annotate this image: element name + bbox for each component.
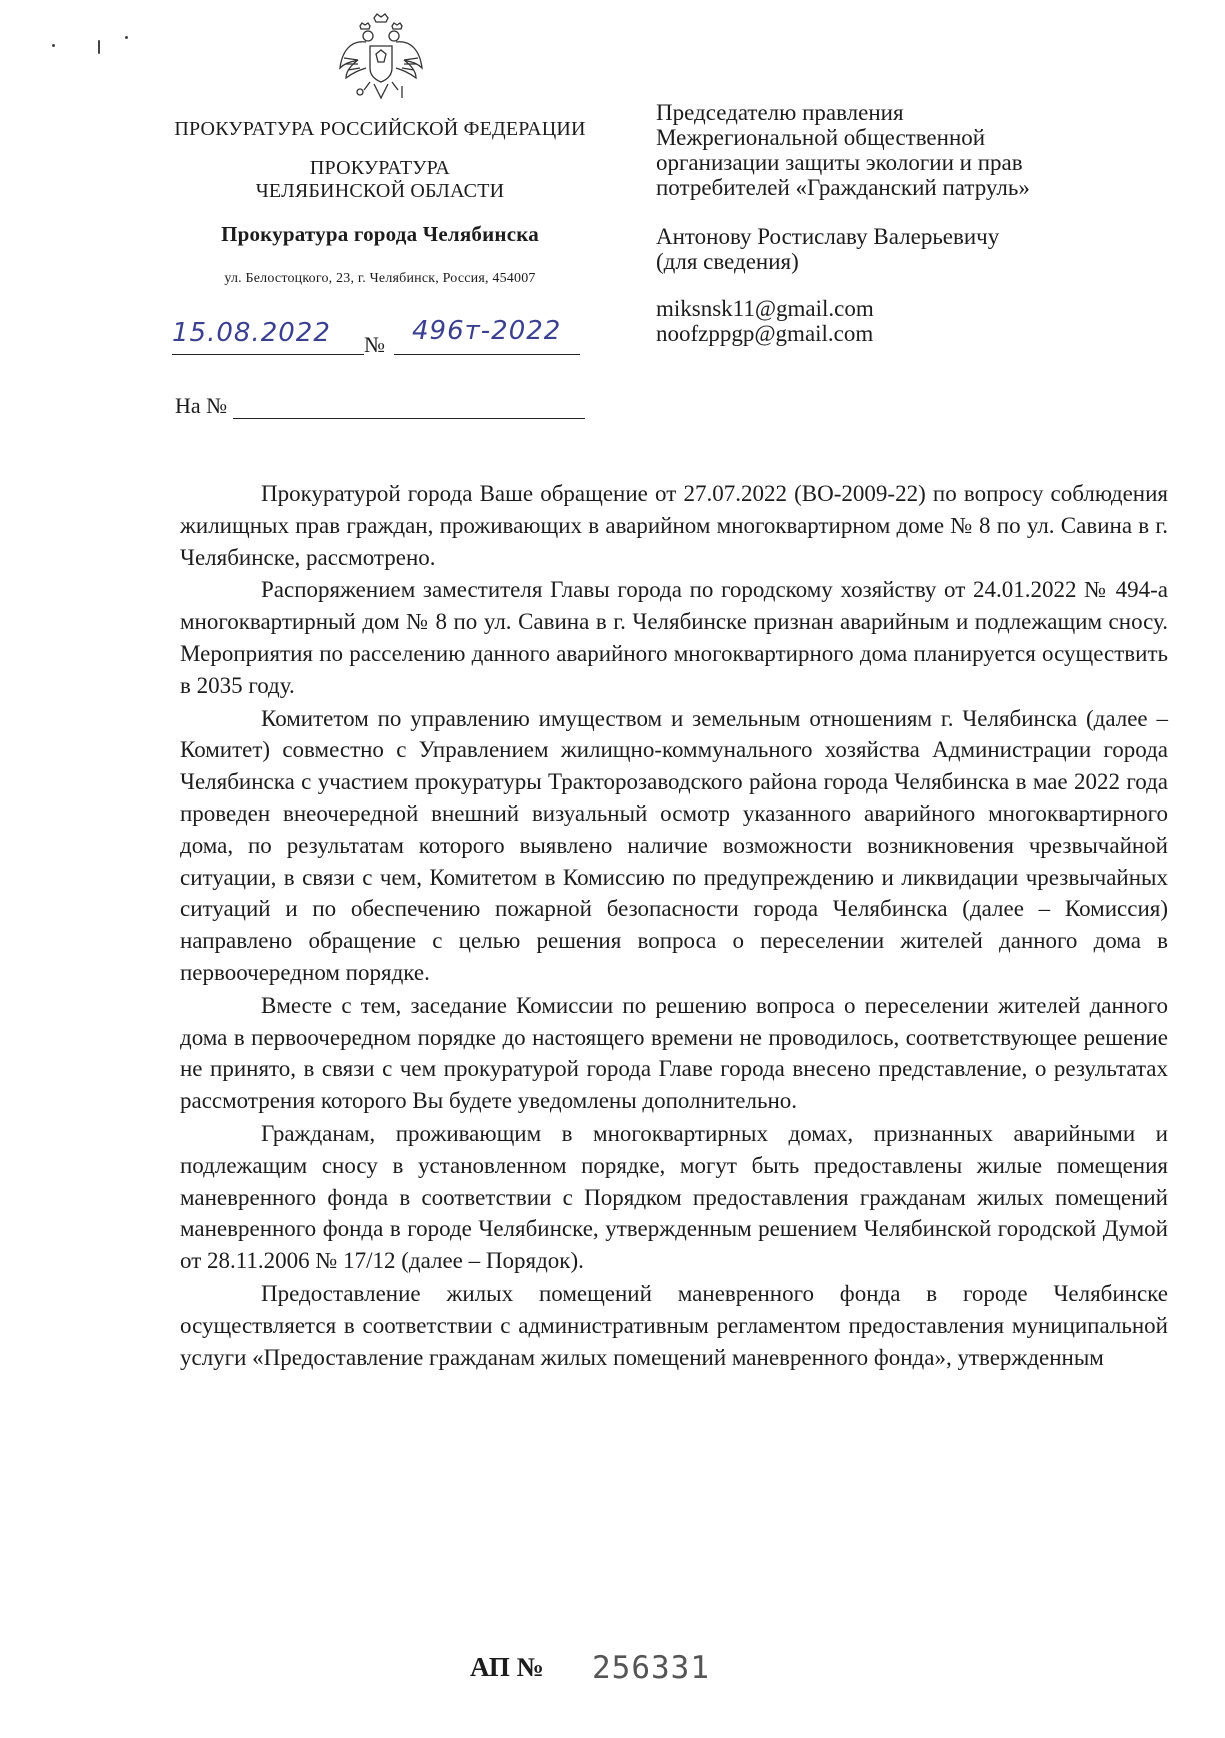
addressee-line: Председателю правления [656,100,904,125]
form-serial-number: 256331 [592,1650,710,1686]
reference-number-row [175,393,585,419]
body-paragraph: Гражданам, проживающим в многоквартирных домах, признанных аварийными и подлежащим сносу в установленном порядке, могут быть предоставлены жилые помещения маневренного фонда в соответствии с Порядком предоставления гражданам жилых помещений маневренного фонда в городе Челябинске, утвержденным решением Челябинской городской Думой от 28.11.2006 № 17/12 (далее – Порядок). [180,1120,1168,1274]
letter-body [180,478,1168,1374]
letterhead-prosecutor-office: ПРОКУРАТУРА [309,157,451,179]
addressee-line: потребителей «Гражданский патруль» [656,175,1030,200]
addressee-line: организации защиты экологии и прав [656,150,1023,175]
body-paragraph: Вместе с тем, заседание Комиссии по решению вопроса о переселении жителей данного дома в первоочередном порядке до настоящего времени не проводилось, соответствующее решение не принято, в связи с чем прокуратурой города Главе города внесено представление, о результатах рассмотрения которого Вы будете уведомлены дополнительно. [180,992,1168,1114]
letterhead-address: ул. Белостоцкого, 23, г. Челябинск, Россия, 454007 [224,271,536,286]
body-paragraph: Предоставление жилых помещений маневренного фонда в городе Челябинске осуществляется в соответствии с административным регламентом предоставления муниципальной услуги «Предоставление гражданам жилых помещений маневренного фонда», утвержденным [180,1280,1168,1370]
scan-speck [125,36,128,39]
email-address: miksnsk11@gmail.com [656,296,874,321]
body-paragraph: Прокуратурой города Ваше обращение от 27.07.2022 (ВО-2009-22) по вопросу соблюдения жилищных прав граждан, проживающих в аварийном многоквартирном доме № 8 по ул. Савина в г. Челябинске, рассмотрено. [180,481,1168,570]
scan-speck [98,40,100,54]
addressee-line: Межрегиональной общественной [656,125,986,150]
reference-label: На № [175,393,228,418]
form-serial-label: АП № [470,1652,544,1682]
addressee-name [656,224,999,274]
scan-speck [52,44,55,47]
addressee-emails [656,296,874,346]
handwritten-number: 496т-2022 [412,316,562,346]
addressee-position [656,100,1030,200]
body-paragraph: Комитетом по управлению имуществом и земельным отношениям г. Челябинска (далее – Комитет) совместно с Управлением жилищно-коммунального хозяйства Администрации города Челябинска с участием прокуратуры Тракторозаводского района города Челябинска в мае 2022 года проведен внеочередной внешний визуальный осмотр указанного аварийного многоквартирного дома, по результатам которого выявлено наличие возможности возникновения чрезвычайной ситуации, в связи с чем, Комитетом в Комиссию по предупреждению и ликвидации чрезвычайных ситуаций и по обеспечению пожарной безопасности города Челябинска (далее – Комиссия) направлено обращение с целью решения вопроса о переселении жителей данного дома в первоочередном порядке. [180,705,1168,985]
addressee-name-line: Антонову Ростиславу Валерьевичу [656,224,1000,249]
number-label: № [364,332,385,357]
handwritten-date: 15.08.2022 [172,318,331,348]
letterhead-city-office: Прокуратура города Челябинска [221,222,539,246]
date-number-row [172,316,612,360]
letterhead-region: ЧЕЛЯБИНСКОЙ ОБЛАСТИ [255,180,505,202]
email-address: noofzppgp@gmail.com [656,321,874,346]
addressee-note: (для сведения) [656,249,799,274]
coat-of-arms-emblem [336,12,426,108]
letterhead-agency: ПРОКУРАТУРА РОССИЙСКОЙ ФЕДЕРАЦИИ [174,118,586,140]
body-paragraph: Распоряжением заместителя Главы города по городскому хозяйству от 24.01.2022 № 494-а многоквартирный дом № 8 по ул. Савина в г. Челябинске признан аварийным и подлежащим сносу. Мероприятия по расселению данного аварийного многоквартирного дома планируется осуществить в 2035 году. [180,577,1168,698]
